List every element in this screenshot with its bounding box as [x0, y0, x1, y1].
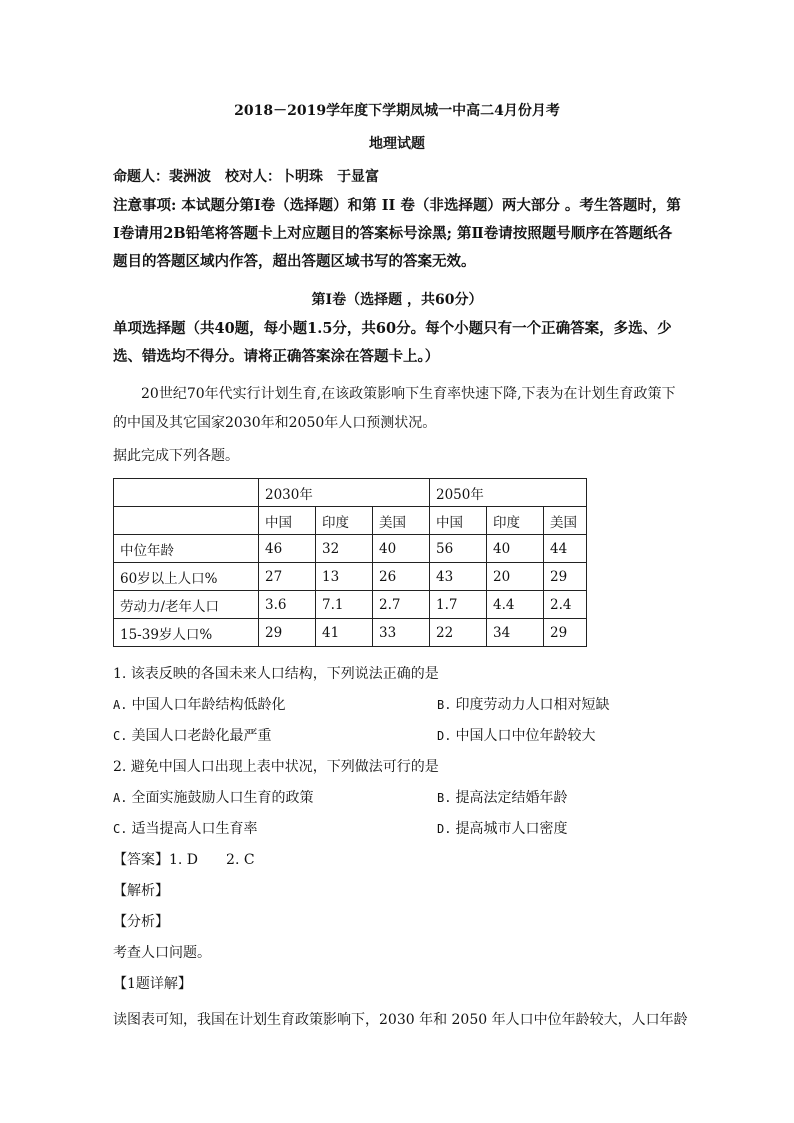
year-2050-header: 2050年 [430, 479, 587, 507]
table-cell: 29 [544, 619, 587, 647]
section-title: 第Ⅰ卷（选择题 ，共60分） [311, 292, 483, 308]
table-cell: 2.4 [544, 591, 587, 619]
option-text: 印度劳动力人口相对短缺 [455, 697, 610, 713]
table-cell: 20 [487, 563, 544, 591]
table-cell: 1.7 [430, 591, 487, 619]
table-country-row [114, 507, 587, 535]
question-1-option-b [437, 695, 609, 715]
table-cell: 3.6 [259, 591, 316, 619]
question-2-option-c [113, 819, 257, 839]
table-cell: 56 [430, 535, 487, 563]
table-cell: 34 [487, 619, 544, 647]
table-cell: 43 [430, 563, 487, 591]
option-letter: C. [113, 822, 128, 836]
table-cell: 33 [373, 619, 430, 647]
table-cell: 46 [259, 535, 316, 563]
table-empty-cell [114, 507, 259, 535]
table-row [114, 591, 587, 619]
detail-text: 读图表可知，我国在计划生育政策影响下，2030 年和 2050 年人口中位年龄较大，人口年龄 [113, 1012, 688, 1028]
intro-paragraph: 20世纪70年代实行计划生育,在该政策影响下生育率快速下降,下表为在计划生育政策下的中国及其它国家2030年和2050年人口预测状况。 [113, 386, 676, 431]
country-cell: 印度 [487, 507, 544, 535]
question-1-option-d [437, 726, 595, 746]
option-text: 提高城市人口密度 [455, 821, 568, 837]
option-text: 中国人口中位年龄较大 [455, 728, 596, 744]
option-letter: D. [437, 822, 452, 836]
question-2-option-d [437, 819, 567, 839]
row-label: 中位年龄 [114, 535, 259, 563]
question-1-option-a [113, 695, 285, 715]
table-corner-cell [114, 479, 259, 507]
table-cell: 13 [316, 563, 373, 591]
country-cell: 印度 [316, 507, 373, 535]
option-text: 中国人口年龄结构低龄化 [131, 697, 286, 713]
question-1-stem: 1. 该表反映的各国未来人口结构，下列说法正确的是 [113, 666, 439, 682]
analysis-heading: 【解析】 [113, 883, 169, 899]
fenxi-text: 考查人口问题。 [113, 945, 211, 961]
detail-heading: 【1题详解】 [113, 976, 192, 992]
option-text: 美国人口老龄化最严重 [131, 728, 272, 744]
subject-title: 地理试题 [369, 136, 425, 152]
exam-title: 2018－2019学年度下学期凤城一中高二4月份月考 [234, 103, 560, 119]
table-row [114, 563, 587, 591]
country-cell: 美国 [373, 507, 430, 535]
question-2-stem: 2. 避免中国人口出现上表中状况，下列做法可行的是 [113, 759, 439, 775]
option-text: 提高法定结婚年龄 [455, 790, 568, 806]
table-cell: 44 [544, 535, 587, 563]
option-text: 适当提高人口生育率 [131, 821, 258, 837]
table-cell: 29 [544, 563, 587, 591]
table-cell: 32 [316, 535, 373, 563]
fenxi-heading: 【分析】 [113, 914, 169, 930]
row-label: 60岁以上人口% [114, 563, 259, 591]
option-text: 全面实施鼓励人口生育的政策 [131, 790, 314, 806]
option-letter: B. [437, 698, 452, 712]
table-header-row [114, 479, 587, 507]
notice-paragraph: 注意事项: 本试题分第Ⅰ卷（选择题）和第 II 卷（非选择题）两大部分 。考生答题时，第Ⅰ卷请用2B铅笔将答题卡上对应题目的答案标号涂黑; 第Ⅱ卷请按照题号顺序在答题纸各题目的答题区域内作答，超出答题区域书写的答案无效。 [113, 197, 681, 270]
prompt-text: 据此完成下列各题。 [113, 448, 239, 464]
table-cell: 4.4 [487, 591, 544, 619]
table-cell: 40 [487, 535, 544, 563]
option-letter: D. [437, 729, 452, 743]
instructions-paragraph: 单项选择题（共40题，每小题1.5分，共60分。每个小题只有一个正确答案，多选、少选、错选均不得分。请将正确答案涂在答题卡上。） [113, 320, 672, 365]
question-2-option-a [113, 788, 313, 808]
table-cell: 29 [259, 619, 316, 647]
answer-line: 【答案】1. D 2. C [113, 852, 255, 868]
option-letter: B. [437, 791, 452, 805]
table-row [114, 619, 587, 647]
country-cell: 美国 [544, 507, 587, 535]
table-cell: 7.1 [316, 591, 373, 619]
row-label: 15-39岁人口% [114, 619, 259, 647]
option-letter: C. [113, 729, 128, 743]
table-cell: 41 [316, 619, 373, 647]
year-2030-header: 2030年 [259, 479, 430, 507]
table-cell: 27 [259, 563, 316, 591]
question-2-option-b [437, 788, 567, 808]
question-1-option-c [113, 726, 271, 746]
table-cell: 2.7 [373, 591, 430, 619]
country-cell: 中国 [259, 507, 316, 535]
table-cell: 40 [373, 535, 430, 563]
country-cell: 中国 [430, 507, 487, 535]
population-table [113, 478, 587, 647]
table-row [114, 535, 587, 563]
option-letter: A. [113, 791, 128, 805]
row-label: 劳动力/老年人口 [114, 591, 259, 619]
option-letter: A. [113, 698, 128, 712]
authors-line: 命题人：裴洲波 校对人：卜明珠 于显富 [113, 169, 379, 185]
table-cell: 22 [430, 619, 487, 647]
table-cell: 26 [373, 563, 430, 591]
